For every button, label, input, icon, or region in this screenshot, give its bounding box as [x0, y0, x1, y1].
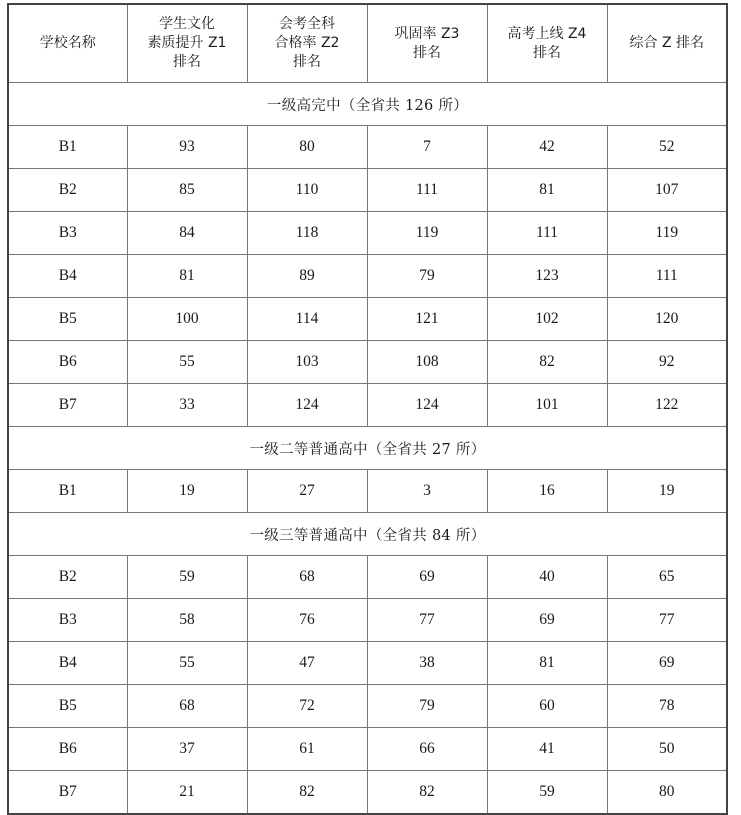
- cell-z1: 33: [127, 384, 247, 427]
- cell-z3: 108: [367, 341, 487, 384]
- cell-composite: 120: [607, 298, 727, 341]
- table-row: [8, 169, 727, 212]
- cell-z2: 27: [247, 470, 367, 513]
- table-row: [8, 728, 727, 771]
- cell-composite: 78: [607, 685, 727, 728]
- cell-composite: 80: [607, 771, 727, 815]
- table-row: [8, 384, 727, 427]
- cell-z4: 111: [487, 212, 607, 255]
- table-row: [8, 771, 727, 815]
- cell-school: B2: [8, 169, 127, 212]
- cell-z3: 111: [367, 169, 487, 212]
- cell-composite: 77: [607, 599, 727, 642]
- table-row: [8, 212, 727, 255]
- cell-z1: 21: [127, 771, 247, 815]
- cell-z3: 79: [367, 255, 487, 298]
- table-row: [8, 298, 727, 341]
- cell-z3: 79: [367, 685, 487, 728]
- cell-z2: 124: [247, 384, 367, 427]
- cell-school: B3: [8, 599, 127, 642]
- cell-school: B5: [8, 298, 127, 341]
- cell-z4: 82: [487, 341, 607, 384]
- cell-composite: 69: [607, 642, 727, 685]
- cell-z1: 55: [127, 341, 247, 384]
- cell-z2: 110: [247, 169, 367, 212]
- cell-z3: 121: [367, 298, 487, 341]
- cell-composite: 119: [607, 212, 727, 255]
- cell-z1: 84: [127, 212, 247, 255]
- cell-z2: 76: [247, 599, 367, 642]
- cell-z3: 124: [367, 384, 487, 427]
- cell-z2: 72: [247, 685, 367, 728]
- cell-z2: 118: [247, 212, 367, 255]
- cell-z2: 89: [247, 255, 367, 298]
- table-row: [8, 341, 727, 384]
- cell-z2: 82: [247, 771, 367, 815]
- cell-composite: 50: [607, 728, 727, 771]
- cell-z3: 69: [367, 556, 487, 599]
- cell-z4: 16: [487, 470, 607, 513]
- cell-z1: 19: [127, 470, 247, 513]
- cell-school: B7: [8, 384, 127, 427]
- cell-z1: 93: [127, 126, 247, 169]
- cell-z3: 66: [367, 728, 487, 771]
- cell-z1: 85: [127, 169, 247, 212]
- cell-z4: 41: [487, 728, 607, 771]
- header-composite-rank: 综合 Z 排名: [607, 4, 727, 83]
- cell-composite: 122: [607, 384, 727, 427]
- cell-composite: 52: [607, 126, 727, 169]
- cell-school: B2: [8, 556, 127, 599]
- cell-z4: 81: [487, 169, 607, 212]
- cell-school: B6: [8, 341, 127, 384]
- cell-z1: 68: [127, 685, 247, 728]
- cell-z2: 103: [247, 341, 367, 384]
- table-row: [8, 556, 727, 599]
- cell-z4: 123: [487, 255, 607, 298]
- cell-z1: 58: [127, 599, 247, 642]
- table-row: [8, 126, 727, 169]
- cell-z2: 80: [247, 126, 367, 169]
- header-z3-rank: 巩固率 Z3 排名: [367, 4, 487, 83]
- cell-z2: 61: [247, 728, 367, 771]
- table-row: [8, 685, 727, 728]
- cell-z3: 38: [367, 642, 487, 685]
- cell-composite: 19: [607, 470, 727, 513]
- cell-z4: 42: [487, 126, 607, 169]
- cell-composite: 107: [607, 169, 727, 212]
- cell-z1: 37: [127, 728, 247, 771]
- cell-z1: 59: [127, 556, 247, 599]
- cell-z4: 40: [487, 556, 607, 599]
- cell-z3: 119: [367, 212, 487, 255]
- table-row: [8, 255, 727, 298]
- section-title: 一级三等普通高中（全省共 84 所）: [8, 513, 727, 556]
- cell-school: B7: [8, 771, 127, 815]
- cell-z4: 101: [487, 384, 607, 427]
- cell-school: B1: [8, 470, 127, 513]
- cell-z3: 3: [367, 470, 487, 513]
- header-z2-rank: 会考全科 合格率 Z2 排名: [247, 4, 367, 83]
- cell-z3: 7: [367, 126, 487, 169]
- cell-school: B1: [8, 126, 127, 169]
- cell-school: B5: [8, 685, 127, 728]
- cell-school: B4: [8, 642, 127, 685]
- cell-z4: 69: [487, 599, 607, 642]
- cell-z4: 59: [487, 771, 607, 815]
- section-row: [8, 427, 727, 470]
- cell-composite: 92: [607, 341, 727, 384]
- section-row: [8, 83, 727, 126]
- cell-z1: 100: [127, 298, 247, 341]
- school-ranking-table: [7, 3, 728, 815]
- cell-z3: 82: [367, 771, 487, 815]
- cell-z4: 60: [487, 685, 607, 728]
- header-z4-rank: 高考上线 Z4 排名: [487, 4, 607, 83]
- cell-z4: 81: [487, 642, 607, 685]
- cell-z4: 102: [487, 298, 607, 341]
- header-school-name: 学校名称: [8, 4, 127, 83]
- cell-z2: 114: [247, 298, 367, 341]
- cell-z2: 47: [247, 642, 367, 685]
- section-title: 一级二等普通高中（全省共 27 所）: [8, 427, 727, 470]
- cell-z3: 77: [367, 599, 487, 642]
- cell-school: B3: [8, 212, 127, 255]
- cell-composite: 111: [607, 255, 727, 298]
- cell-z1: 55: [127, 642, 247, 685]
- table-row: [8, 470, 727, 513]
- cell-z1: 81: [127, 255, 247, 298]
- cell-z2: 68: [247, 556, 367, 599]
- section-title: 一级高完中（全省共 126 所）: [8, 83, 727, 126]
- header-z1-rank: 学生文化 素质提升 Z1 排名: [127, 4, 247, 83]
- table-row: [8, 642, 727, 685]
- table-row: [8, 599, 727, 642]
- cell-composite: 65: [607, 556, 727, 599]
- section-row: [8, 513, 727, 556]
- cell-school: B4: [8, 255, 127, 298]
- cell-school: B6: [8, 728, 127, 771]
- header-row: [8, 4, 727, 83]
